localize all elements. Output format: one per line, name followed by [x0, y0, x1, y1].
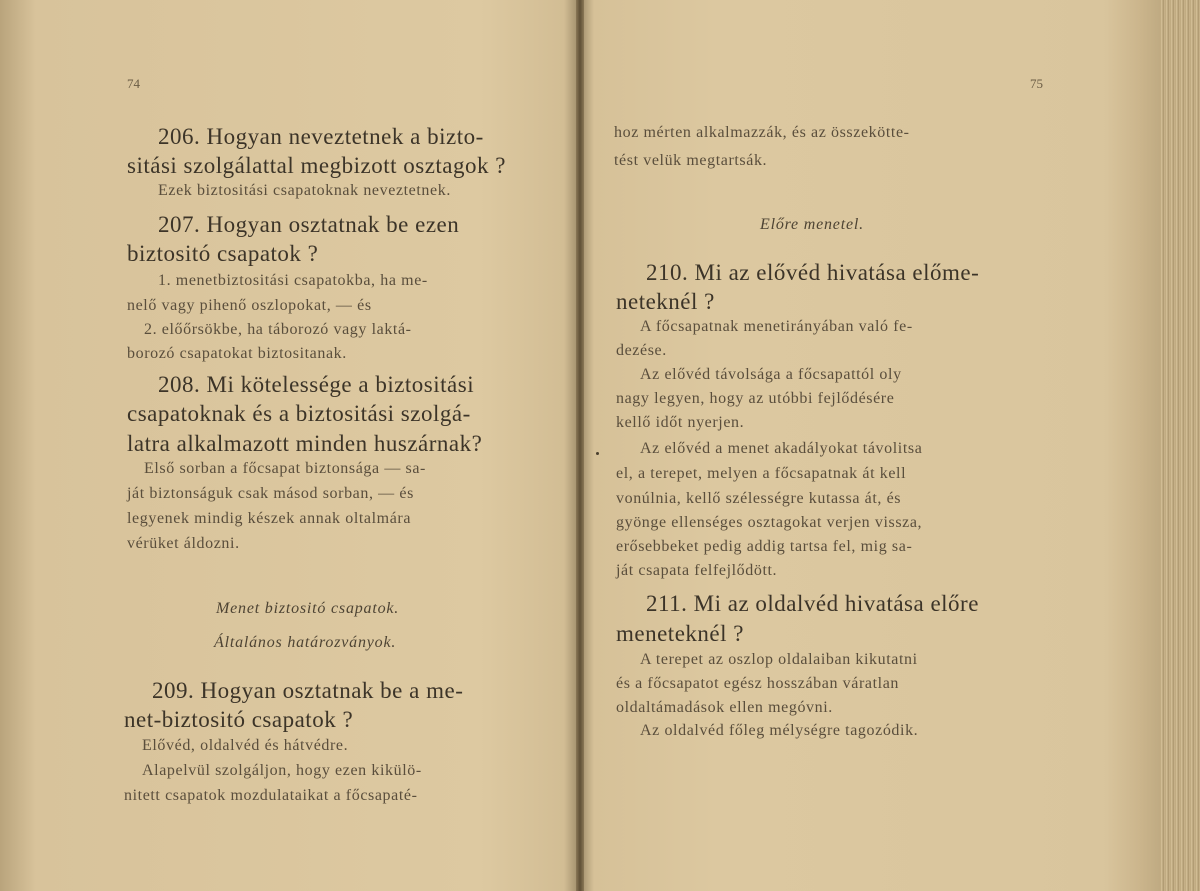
- answer-210-line8: vonúlnia, kellő szélességre kutassa át, és: [616, 490, 902, 507]
- continuation-line2: tést velük megtartsák.: [614, 152, 768, 169]
- answer-211-line2: és a főcsapatot egész hosszában váratlan: [616, 675, 899, 692]
- answer-210-line10: erősebbeket pedig addig tartsa fel, mig sa-: [616, 538, 913, 555]
- answer-211-line1: A terepet az oszlop oldalaiban kikutatni: [640, 651, 918, 668]
- answer-207-line4: borozó csapatokat biztositanak.: [127, 345, 347, 362]
- question-209-line2: net-biztositó csapatok ?: [124, 707, 354, 732]
- page-number-right: 75: [1030, 76, 1043, 91]
- answer-210-line6: Az elővéd a menet akadályokat távolitsa: [640, 440, 923, 457]
- answer-209-line1: Elővéd, oldalvéd és hátvédre.: [142, 737, 349, 754]
- question-207-line2: biztositó csapatok ?: [127, 241, 319, 266]
- question-206-line1: 206. Hogyan neveztetnek a bizto-: [158, 124, 484, 149]
- section-heading-menet: Menet biztositó csapatok.: [216, 600, 400, 617]
- answer-210-line1: A főcsapatnak menetirányában való fe-: [640, 318, 913, 335]
- answer-207-line1: 1. menetbiztositási csapatokba, ha me-: [158, 272, 428, 289]
- answer-208-line3: legyenek mindig készek annak oltalmára: [127, 510, 412, 527]
- answer-209-line3: nitett csapatok mozdulataikat a főcsapaté-: [124, 787, 418, 804]
- answer-208-line1: Első sorban a főcsapat biztonsága — sa-: [144, 460, 426, 477]
- answer-207-line2: nelő vagy pihenő oszlopokat, — és: [127, 297, 372, 314]
- question-210-line2: neteknél ?: [616, 289, 715, 314]
- question-210-line1: 210. Mi az elővéd hivatása előme-: [646, 260, 980, 285]
- answer-208-line2: ját biztonságuk csak másod sorban, — és: [127, 485, 414, 502]
- question-211-line2: meneteknél ?: [616, 621, 744, 646]
- continuation-line1: hoz mérten alkalmazzák, és az összekötte-: [614, 124, 910, 141]
- answer-210-line3: Az elővéd távolsága a főcsapattól oly: [640, 366, 902, 383]
- question-207-line1: 207. Hogyan osztatnak be ezen: [158, 212, 460, 237]
- page-edges: [1160, 0, 1200, 891]
- answer-211-line3: oldaltámadások ellen megóvni.: [616, 699, 833, 716]
- question-208-line1: 208. Mi kötelessége a biztositási: [158, 372, 475, 397]
- question-208-line2: csapatoknak és a biztositási szolgá-: [127, 401, 471, 426]
- left-page: [0, 0, 578, 891]
- question-208-line3: latra alkalmazott minden huszárnak?: [127, 431, 483, 456]
- ink-speck: [596, 452, 599, 455]
- question-211-line1: 211. Mi az oldalvéd hivatása előre: [646, 591, 979, 616]
- answer-206: Ezek biztositási csapatoknak neveztetnek.: [158, 182, 451, 199]
- answer-210-line11: ját csapata felfejlődött.: [616, 562, 778, 579]
- question-209-line1: 209. Hogyan osztatnak be a me-: [152, 678, 464, 703]
- answer-210-line4: nagy legyen, hogy az utóbbi fejlődésére: [616, 390, 895, 407]
- answer-209-line2: Alapelvül szolgáljon, hogy ezen kikülö-: [142, 762, 422, 779]
- answer-210-line7: el, a terepet, melyen a főcsapatnak át kell: [616, 465, 907, 482]
- section-heading-elore: Előre menetel.: [760, 216, 864, 233]
- answer-210-line9: gyönge ellenséges osztagokat verjen vissza,: [616, 514, 923, 531]
- answer-210-line2: dezése.: [616, 342, 667, 359]
- answer-210-line5: kellő időt nyerjen.: [616, 414, 745, 431]
- answer-211-line4: Az oldalvéd főleg mélységre tagozódik.: [640, 722, 919, 739]
- answer-207-line3: 2. előőrsökbe, ha táborozó vagy laktá-: [144, 321, 412, 338]
- answer-208-line4: vérüket áldozni.: [127, 535, 240, 552]
- page-number-left: 74: [127, 76, 140, 91]
- section-heading-altalanos: Általános határozványok.: [214, 634, 397, 651]
- right-page: [584, 0, 1164, 891]
- question-206-line2: sitási szolgálattal megbizott osztagok ?: [127, 153, 506, 178]
